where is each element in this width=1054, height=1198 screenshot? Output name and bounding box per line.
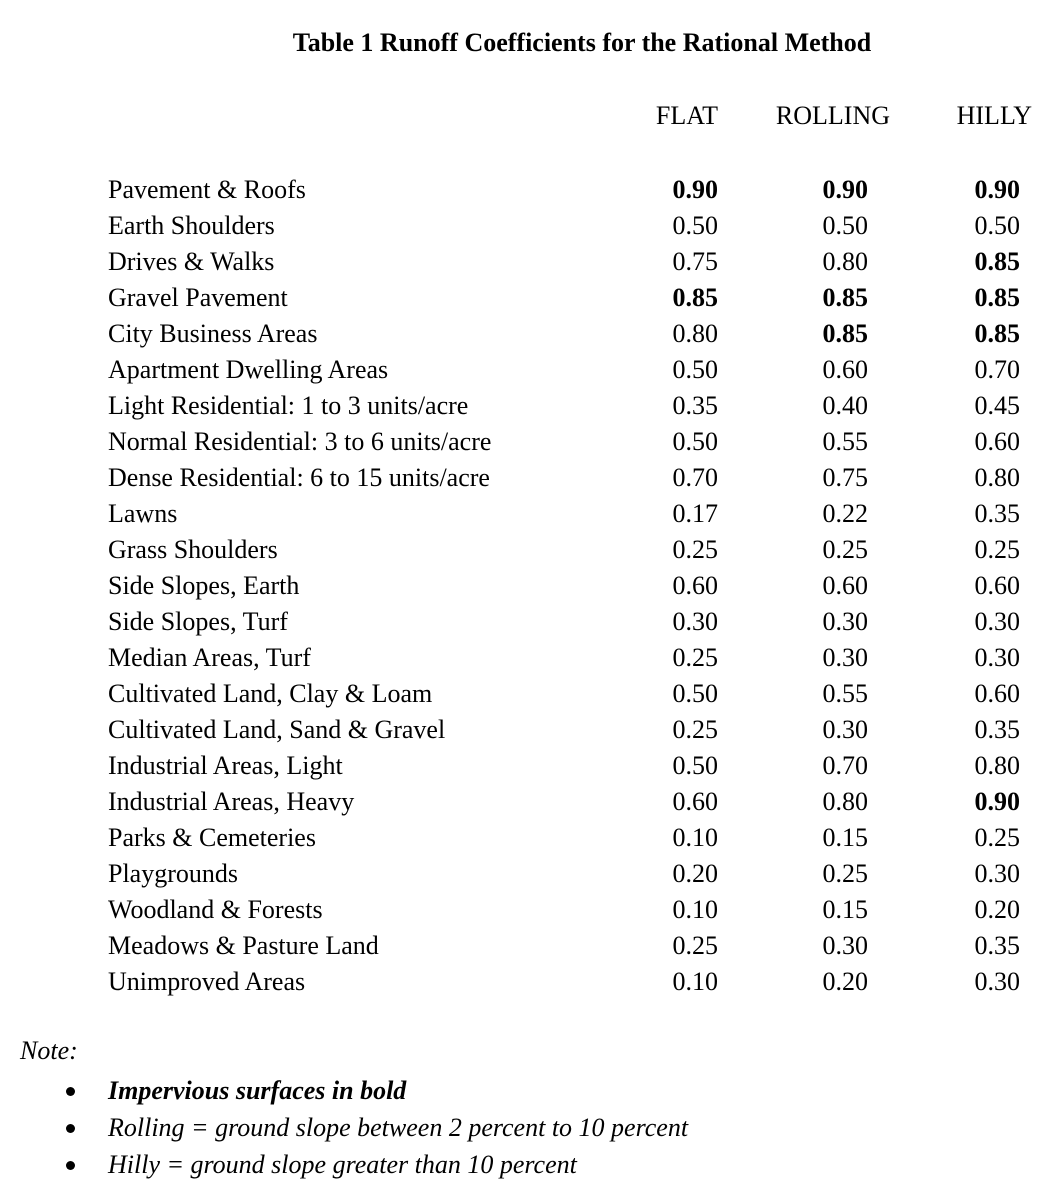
cell-flat: 0.10: [672, 895, 718, 924]
note-item: [60, 1072, 688, 1109]
note-text: Rolling = ground slope between 2 percent to 10 percent: [108, 1113, 689, 1142]
table-row: [0, 784, 1054, 820]
cell-hilly: 0.90: [974, 175, 1020, 204]
table-row: [0, 496, 1054, 532]
row-label: Parks & Cemeteries: [108, 823, 316, 852]
cell-hilly: 0.85: [974, 319, 1020, 348]
cell-flat: 0.75: [672, 247, 718, 276]
cell-flat: 0.80: [672, 319, 718, 348]
cell-rolling: 0.85: [822, 319, 868, 348]
cell-flat: 0.20: [672, 859, 718, 888]
cell-hilly: 0.80: [974, 463, 1020, 492]
cell-rolling: 0.30: [822, 931, 868, 960]
column-header-rolling: ROLLING: [775, 101, 890, 130]
note-item: [60, 1109, 688, 1146]
table-row: [0, 964, 1054, 1000]
cell-rolling: 0.30: [822, 607, 868, 636]
table-row: [0, 712, 1054, 748]
cell-rolling: 0.30: [822, 643, 868, 672]
cell-flat: 0.10: [672, 967, 718, 996]
cell-rolling: 0.80: [822, 247, 868, 276]
cell-flat: 0.25: [672, 643, 718, 672]
runoff-table: [0, 172, 1054, 1000]
note-text: Hilly = ground slope greater than 10 percent: [108, 1150, 577, 1179]
cell-hilly: 0.20: [974, 895, 1020, 924]
table-row: [0, 640, 1054, 676]
cell-hilly: 0.60: [974, 679, 1020, 708]
row-label: Industrial Areas, Heavy: [108, 787, 355, 816]
row-label: Grass Shoulders: [108, 535, 278, 564]
cell-rolling: 0.80: [822, 787, 868, 816]
cell-rolling: 0.60: [822, 571, 868, 600]
column-header-flat: FLAT: [655, 101, 718, 130]
cell-flat: 0.17: [672, 499, 718, 528]
cell-flat: 0.50: [672, 679, 718, 708]
table-row: [0, 208, 1054, 244]
row-label: Earth Shoulders: [108, 211, 275, 240]
cell-hilly: 0.85: [974, 283, 1020, 312]
note-list: [60, 1072, 688, 1183]
cell-flat: 0.35: [672, 391, 718, 420]
cell-hilly: 0.45: [974, 391, 1020, 420]
cell-rolling: 0.60: [822, 355, 868, 384]
cell-rolling: 0.90: [822, 175, 868, 204]
cell-hilly: 0.85: [974, 247, 1020, 276]
table-row: [0, 172, 1054, 208]
table-row: [0, 532, 1054, 568]
cell-rolling: 0.50: [822, 211, 868, 240]
bullet-icon: [66, 1124, 75, 1133]
cell-rolling: 0.25: [822, 859, 868, 888]
cell-hilly: 0.50: [974, 211, 1020, 240]
cell-hilly: 0.35: [974, 715, 1020, 744]
cell-flat: 0.85: [672, 283, 718, 312]
cell-flat: 0.25: [672, 715, 718, 744]
table-row: [0, 568, 1054, 604]
cell-hilly: 0.30: [974, 859, 1020, 888]
cell-flat: 0.60: [672, 787, 718, 816]
cell-rolling: 0.55: [822, 427, 868, 456]
cell-rolling: 0.70: [822, 751, 868, 780]
cell-flat: 0.50: [672, 427, 718, 456]
cell-rolling: 0.75: [822, 463, 868, 492]
note-text: Impervious surfaces in bold: [108, 1076, 407, 1105]
cell-hilly: 0.80: [974, 751, 1020, 780]
table-row: [0, 604, 1054, 640]
cell-flat: 0.25: [672, 931, 718, 960]
cell-hilly: 0.35: [974, 931, 1020, 960]
cell-rolling: 0.22: [822, 499, 868, 528]
cell-flat: 0.50: [672, 211, 718, 240]
cell-rolling: 0.40: [822, 391, 868, 420]
cell-flat: 0.50: [672, 355, 718, 384]
table-row: [0, 352, 1054, 388]
cell-hilly: 0.70: [974, 355, 1020, 384]
row-label: Playgrounds: [108, 859, 238, 888]
table-row: [0, 676, 1054, 712]
cell-rolling: 0.15: [822, 895, 868, 924]
cell-hilly: 0.25: [974, 535, 1020, 564]
column-headers: [0, 101, 1054, 135]
table-row: [0, 244, 1054, 280]
table-row: [0, 388, 1054, 424]
row-label: Light Residential: 1 to 3 units/acre: [108, 391, 469, 420]
cell-flat: 0.90: [672, 175, 718, 204]
note-item: [60, 1146, 688, 1183]
cell-rolling: 0.55: [822, 679, 868, 708]
cell-rolling: 0.25: [822, 535, 868, 564]
row-label: Cultivated Land, Sand & Gravel: [108, 715, 446, 744]
table-title: Table 1 Runoff Coefficients for the Rational Method: [292, 28, 872, 57]
cell-rolling: 0.15: [822, 823, 868, 852]
row-label: Cultivated Land, Clay & Loam: [108, 679, 433, 708]
table-row: [0, 928, 1054, 964]
row-label: Dense Residential: 6 to 15 units/acre: [108, 463, 490, 492]
row-label: Industrial Areas, Light: [108, 751, 343, 780]
bullet-icon: [66, 1161, 75, 1170]
row-label: Lawns: [108, 499, 178, 528]
cell-hilly: 0.35: [974, 499, 1020, 528]
table-row: [0, 892, 1054, 928]
row-label: Gravel Pavement: [108, 283, 288, 312]
row-label: Side Slopes, Turf: [108, 607, 288, 636]
cell-hilly: 0.30: [974, 607, 1020, 636]
row-label: Drives & Walks: [108, 247, 275, 276]
row-label: Pavement & Roofs: [108, 175, 306, 204]
cell-flat: 0.30: [672, 607, 718, 636]
cell-flat: 0.25: [672, 535, 718, 564]
cell-flat: 0.50: [672, 751, 718, 780]
table-row: [0, 856, 1054, 892]
note-label: Note:: [20, 1036, 78, 1065]
cell-hilly: 0.25: [974, 823, 1020, 852]
row-label: Median Areas, Turf: [108, 643, 311, 672]
cell-hilly: 0.30: [974, 967, 1020, 996]
cell-rolling: 0.30: [822, 715, 868, 744]
table-row: [0, 280, 1054, 316]
cell-rolling: 0.20: [822, 967, 868, 996]
row-label: Side Slopes, Earth: [108, 571, 300, 600]
row-label: Meadows & Pasture Land: [108, 931, 379, 960]
cell-flat: 0.70: [672, 463, 718, 492]
row-label: Unimproved Areas: [108, 967, 306, 996]
cell-flat: 0.60: [672, 571, 718, 600]
table-row: [0, 748, 1054, 784]
row-label: Normal Residential: 3 to 6 units/acre: [108, 427, 492, 456]
cell-hilly: 0.90: [974, 787, 1020, 816]
cell-flat: 0.10: [672, 823, 718, 852]
cell-rolling: 0.85: [822, 283, 868, 312]
table-row: [0, 820, 1054, 856]
cell-hilly: 0.30: [974, 643, 1020, 672]
column-header-hilly: HILLY: [956, 101, 1032, 130]
table-row: [0, 424, 1054, 460]
cell-hilly: 0.60: [974, 571, 1020, 600]
table-row: [0, 316, 1054, 352]
table-row: [0, 460, 1054, 496]
row-label: Woodland & Forests: [108, 895, 323, 924]
row-label: Apartment Dwelling Areas: [108, 355, 389, 384]
bullet-icon: [66, 1087, 75, 1096]
cell-hilly: 0.60: [974, 427, 1020, 456]
row-label: City Business Areas: [108, 319, 318, 348]
